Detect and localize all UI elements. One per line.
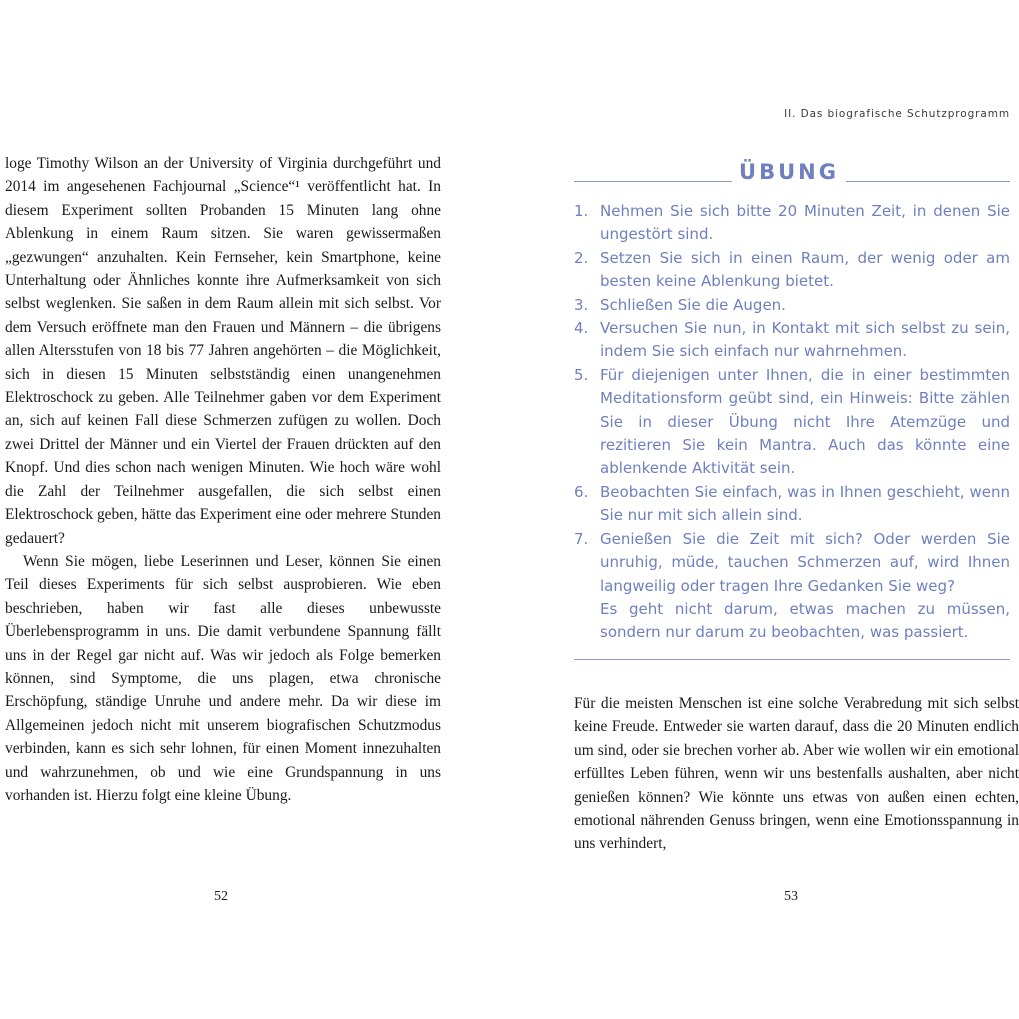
exercise-item-text: Beobachten Sie einfach, was in Ihnen geschieht, wenn Sie nur mit sich allein sind. [600, 482, 1010, 525]
exercise-list [574, 200, 1010, 645]
exercise-box [574, 160, 1010, 660]
exercise-item-text: Setzen Sie sich in einen Raum, der wenig oder am besten keine Ablenkung bietet. [600, 248, 1010, 291]
exercise-item [574, 364, 1010, 481]
exercise-header [574, 160, 1010, 190]
left-page [0, 0, 509, 1019]
left-body-text [5, 152, 441, 807]
exercise-item-text: Genießen Sie die Zeit mit sich? Oder werden Sie unruhig, müde, tauchen Schmerzen auf, wird Ihnen langweilig oder tragen Ihre Gedanken Sie weg? [600, 529, 1010, 595]
exercise-title: ÜBUNG [739, 160, 839, 184]
exercise-item-number: 2. [574, 248, 589, 267]
exercise-header-rule-right [846, 181, 1010, 182]
exercise-item [574, 247, 1010, 294]
exercise-item [574, 481, 1010, 528]
exercise-item [574, 200, 1010, 247]
exercise-item-number: 1. [574, 202, 589, 220]
right-page [509, 0, 1019, 1019]
exercise-item-number: 6. [574, 482, 589, 501]
right-paragraph: Für die meisten Menschen ist eine solche Verabredung mit sich selbst keine Freude. Entweder sie warten darauf, dass die 20 Minuten endlich um sind, oder sie brechen vorher ab. Aber wie wollen wir ein emotional erfülltes Leben führen, wenn wir uns bestenfalls aushalten, aber nicht genießen können? Wie könnte uns etwas von außen einen echten, emotional nährenden Genuss bringen, wenn eine Emotionsspannung in uns verhindert, [574, 695, 1019, 853]
exercise-item-number: 4. [574, 319, 589, 338]
exercise-item-number: 7. [574, 529, 589, 548]
exercise-item-text: Für diejenigen unter Ihnen, die in einer bestimmten Meditationsform geübt sind, ein Hinweis: Bitte zählen Sie in dieser Übung nicht Ihre Atemzüge und rezitieren Sie kein Mantra. Auch das könnte eine ablenkende Aktivität sein. [600, 365, 1010, 478]
left-paragraph-1: loge Timothy Wilson an der University of Virginia durchgeführt und 2014 im angesehenen Fachjournal „Science“¹ veröffentlicht hat. In diesem Experiment sollten Probanden 15 Minuten lang ohne Ablenkung in einem Raum sitzen. Sie waren gewissermaßen „gezwungen“ anzuhalten. Kein Fernseher, kein Smartphone, keine Unterhaltung oder Ähnliches konnte ihre Aufmerksamkeit von sich selbst weglenken. Sie saßen in dem Raum allein mit sich selbst. Vor dem Versuch eröffnete man den Frauen und Männern – die übrigens allen Altersstufen von 18 bis 77 Jahren angehörten – die Möglichkeit, sich in diesen 15 Minuten selbstständig einen unangenehmen Elektroschock zu geben. Alle Teilnehmer gaben vor dem Experiment an, sich auf keinen Fall diese Schmerzen zufügen zu wollen. Doch zwei Drittel der Männer und ein Viertel der Frauen drückten auf den Knopf. Und dies schon nach wenigen Minuten. Wie hoch wäre wohl die Zahl der Teilnehmer ausgefallen, die sich selbst einen Elektroschock geben, hätte das Experiment eine oder mehrere Stunden gedauert? [5, 155, 441, 547]
exercise-item-text: Versuchen Sie nun, in Kontakt mit sich selbst zu sein, indem Sie sich einfach nur wahrnehmen. [600, 319, 1010, 361]
exercise-item-number: 5. [574, 365, 589, 384]
exercise-item-text: Schließen Sie die Augen. [600, 295, 786, 314]
exercise-bottom-rule [574, 659, 1010, 660]
right-body-text [574, 692, 1019, 856]
exercise-item-number: 3. [574, 295, 589, 314]
left-paragraph-2: Wenn Sie mögen, liebe Leserinnen und Leser, können Sie einen Teil dieses Experiments für sich selbst ausprobieren. Wie eben beschrieben, haben wir fast alle dieses unbewusste Überlebensprogramm in uns. Die damit verbundene Spannung fällt uns in der Regel gar nicht auf. Was wir jedoch als Folge bemerken können, sind Symptome, die uns plagen, etwa chronische Erschöpfung, ständige Unruhe und andere mehr. Da wir diese im Allgemeinen jedoch nicht mit unserem biografischen Schutzmodus verbinden, kann es sich sehr lohnen, für einen Moment innezuhalten und wahrzunehmen, ob und wie eine Grundspannung in uns vorhanden ist. Hierzu folgt eine kleine Übung. [5, 552, 441, 804]
exercise-item-note: Es geht nicht darum, etwas machen zu müssen, sondern nur darum zu beobachten, was passiert. [600, 599, 1010, 642]
exercise-item [574, 317, 1010, 364]
exercise-item-text: Nehmen Sie sich bitte 20 Minuten Zeit, in denen Sie ungestört sind. [600, 202, 1010, 244]
right-page-number: 53 [784, 889, 798, 904]
left-page-number: 52 [214, 889, 228, 904]
exercise-item [574, 528, 1010, 645]
exercise-header-rule-left [574, 181, 732, 182]
exercise-item [574, 294, 1010, 317]
running-head: II. Das biografische Schutzprogramm [784, 108, 1010, 120]
